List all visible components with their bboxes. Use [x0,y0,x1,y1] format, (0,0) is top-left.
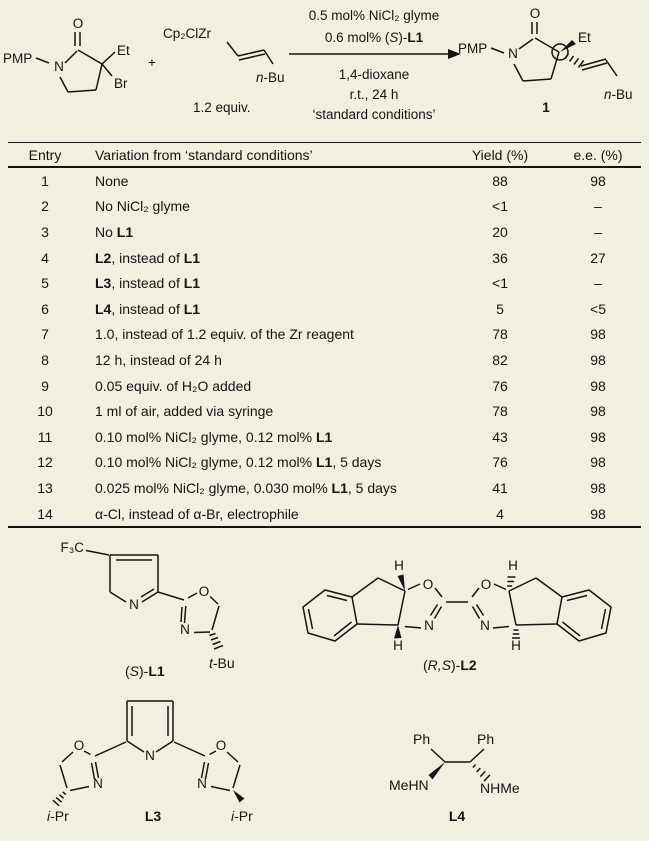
condition-solvent: 1,4-dioxane [338,67,410,82]
l4-ph-left-label: Ph [413,731,431,747]
entry-cell: 5 [41,275,49,292]
table-row [8,501,641,527]
ee-cell: 98 [590,454,606,471]
yield-cell: 41 [492,479,508,496]
condition-standard: ‘standard conditions’ [312,107,436,122]
table-row [8,398,641,424]
l4-mehn-label: MeHN [389,777,429,793]
l1-pyridine-n-label: N [129,597,139,612]
entry-cell: 11 [37,428,53,445]
l3-hashed-bond [53,792,66,806]
ligand-l1-label: (S)-L1 [125,663,165,679]
l2-h1-label: H [394,558,404,573]
yield-cell: 76 [492,454,508,471]
ee-cell: – [594,198,602,215]
variation-cell: No L1 [95,223,134,240]
table-row [8,296,641,322]
entry-cell: 8 [41,351,49,368]
l4-ph-right-label: Ph [477,731,495,747]
yield-cell: <1 [492,198,508,215]
substrate-et-label: Et [117,43,130,58]
header-ee: e.e. (%) [573,146,623,163]
table-row [8,424,641,450]
substrate-structure [3,16,130,92]
zr-formula-label: Cp₂ClZr [163,26,211,41]
l2-h4-label: H [511,638,521,653]
l3-n-right-label: N [197,776,207,791]
yield-cell: 78 [492,326,508,343]
l2-o-left-label: O [422,577,434,592]
variation-cell: No NiCl₂ glyme [95,198,190,215]
entry-cell: 1 [41,172,49,189]
entry-cell: 14 [37,505,53,522]
product-number-label: 1 [542,100,550,115]
table-bottom-rule [8,526,641,528]
yield-cell: <1 [492,275,508,292]
ee-cell: 98 [590,351,606,368]
entry-cell: 12 [37,454,53,471]
l2-h2-label: H [393,638,403,653]
l1-hashed-bond [210,634,224,650]
zirconium-reagent-structure [163,26,285,115]
table-row [8,450,641,476]
entry-cell: 2 [41,198,49,215]
product-n-label: N [508,46,518,61]
yield-cell: 43 [492,428,508,445]
condition-ligand: 0.6 mol% (S)-L1 [324,30,424,45]
zr-nbu-label: n-Bu [256,70,285,85]
l4-nhme-label: NHMe [480,780,520,796]
entry-cell: 13 [37,479,53,496]
l2-n-right-label: N [480,618,490,633]
table-row [8,373,641,399]
entry-cell: 7 [41,326,49,343]
l2-h3-label: H [508,558,518,573]
substrate-br-label: Br [114,76,128,91]
header-variation: Variation from ‘standard conditions’ [95,146,313,163]
header-entry: Entry [28,146,62,163]
product-pmp-label: PMP [458,41,488,56]
variation-cell: 1 ml of air, added via syringe [95,403,274,420]
variation-cell: 0.025 mol% NiCl₂ glyme, 0.030 mol% L1, 5 days [95,479,397,496]
entry-cell: 4 [41,249,49,266]
yield-cell: 76 [492,377,508,394]
ee-cell: <5 [590,300,606,317]
ligand-l1-structure [61,540,235,679]
ligand-l4-structure [389,731,520,824]
product-et-label: Et [578,30,591,45]
substrate-o-label: O [72,16,84,31]
ligand-l3-structure [47,701,253,824]
ee-cell: 98 [590,172,606,189]
substrate-n-label: N [54,59,64,74]
table-row [8,219,641,245]
table-row [8,322,641,348]
l1-o-label: O [198,584,210,599]
variation-cell: L2, instead of L1 [95,249,201,266]
ee-cell: 98 [590,428,606,445]
l1-oxazoline-n-label: N [180,622,190,637]
l2-n-left-label: N [424,618,434,633]
ligand-l3-label: L3 [144,808,162,824]
variation-cell: None [95,172,129,189]
ee-cell: 98 [590,479,606,496]
yield-cell: 36 [492,249,508,266]
l2-hashed-bond-bottom [512,630,520,638]
reaction-scheme [0,0,649,142]
table-row [8,194,641,220]
ee-cell: 27 [590,249,606,266]
variation-cell: 12 h, instead of 24 h [95,351,222,368]
entry-cell: 9 [41,377,49,394]
ee-cell: 98 [590,377,606,394]
zr-equiv-label: 1.2 equiv. [193,100,251,115]
l1-tbu-label: t-Bu [209,655,235,671]
condition-catalyst: 0.5 mol% NiCl₂ glyme [308,8,440,23]
ee-cell: – [594,223,602,240]
ee-cell: – [594,275,602,292]
product-structure [458,6,633,115]
table-row [8,347,641,373]
ligand-l2-label: (R,S)-L2 [423,657,477,673]
substrate-pmp-label: PMP [3,51,33,66]
entry-cell: 3 [41,223,49,240]
optimization-table [8,142,641,528]
l3-n-left-label: N [93,776,103,791]
ee-cell: 98 [590,403,606,420]
entry-cell: 10 [37,403,53,420]
l3-ipr-right-label: i-Pr [231,808,253,824]
plus-sign: + [148,55,156,70]
l3-o-right-label: O [215,738,227,753]
variation-cell: L3, instead of L1 [95,275,201,292]
l2-o-right-label: O [480,577,492,592]
yield-cell: 20 [492,223,508,240]
variation-cell: 1.0, instead of 1.2 equiv. of the Zr reagent [95,326,354,343]
ligand-l2-structure [303,558,611,673]
reaction-arrow [289,49,461,59]
variation-cell: α-Cl, instead of α-Br, electrophile [95,505,299,522]
l3-o-left-label: O [73,738,85,753]
variation-cell: 0.05 equiv. of H₂O added [95,377,252,394]
condition-time: r.t., 24 h [349,87,399,102]
table-header-row [8,143,641,166]
yield-cell: 82 [492,351,508,368]
ee-cell: 98 [590,326,606,343]
variation-cell: 0.10 mol% NiCl₂ glyme, 0.12 mol% L1, 5 days [95,454,382,471]
yield-cell: 5 [496,300,504,317]
ligand-structures [0,530,649,841]
entry-cell: 6 [41,300,49,317]
variation-cell: L4, instead of L1 [95,300,201,317]
yield-cell: 88 [492,172,508,189]
table-body [8,168,641,526]
yield-cell: 4 [496,505,504,522]
table-row [8,270,641,296]
product-o-label: O [529,6,541,21]
l1-cf3-label: F₃C [60,540,84,555]
ligand-l4-label: L4 [448,808,466,824]
l2-hashed-bond-top [507,577,515,586]
reaction-conditions [309,8,440,122]
table-row [8,245,641,271]
product-nbu-label: n-Bu [604,87,633,102]
ee-cell: 98 [590,505,606,522]
yield-cell: 78 [492,403,508,420]
l3-pyridine-n-label: N [145,748,155,763]
header-yield: Yield (%) [471,146,529,163]
l4-hashed-bond [473,765,490,782]
table-row [8,168,641,194]
table-row [8,475,641,501]
l3-ipr-left-label: i-Pr [47,808,69,824]
variation-cell: 0.10 mol% NiCl₂ glyme, 0.12 mol% L1 [95,428,333,445]
